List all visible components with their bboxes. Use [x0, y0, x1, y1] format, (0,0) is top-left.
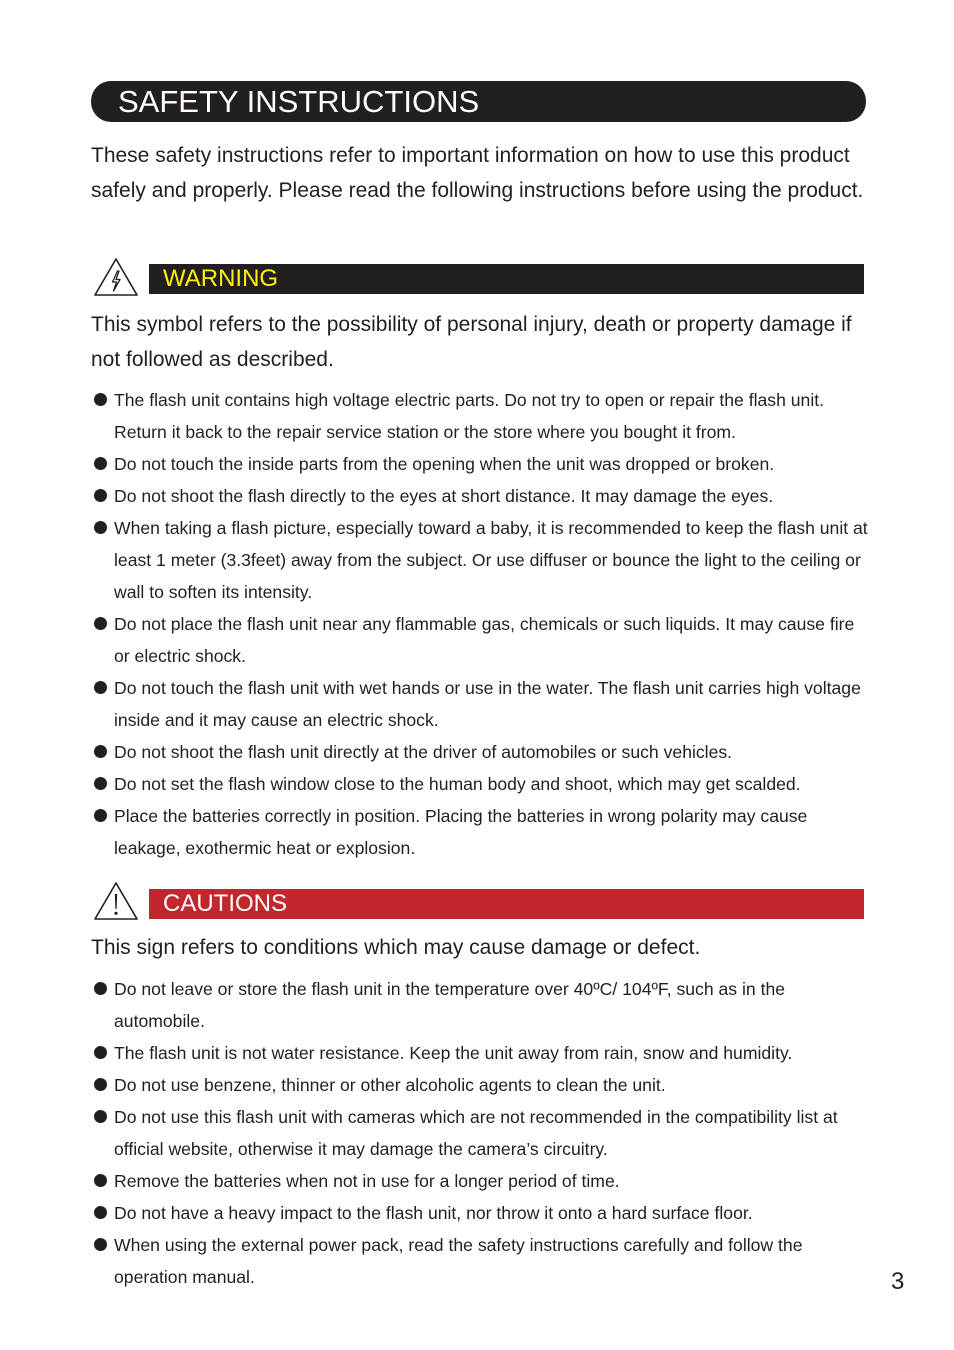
- warning-list-item-text: Do not shoot the flash unit directly at the driver of automobiles or such vehicles.: [114, 742, 733, 762]
- warning-list-item: [91, 672, 871, 736]
- cautions-list-item-text: Remove the batteries when not in use for a longer period of time.: [114, 1171, 620, 1191]
- bullet-icon: [94, 1046, 107, 1059]
- warning-list: [91, 384, 871, 864]
- warning-heading-text: WARNING: [163, 265, 279, 292]
- bullet-icon: [94, 1238, 107, 1251]
- cautions-list-item-text: Do not have a heavy impact to the flash unit, nor throw it onto a hard surface floor.: [114, 1203, 753, 1223]
- cautions-list-item: [91, 1165, 871, 1197]
- warning-list-item: [91, 768, 871, 800]
- warning-list-item-text: Do not shoot the flash directly to the eyes at short distance. It may damage the eyes.: [114, 486, 774, 506]
- warning-list-item-text: When taking a flash picture, especially toward a baby, it is recommended to keep the flash unit at least 1 meter (3.3feet) away from the subject. Or use diffuser or bounce the light to the ceiling or wall to soften its intensity.: [114, 518, 868, 602]
- cautions-list-item: [91, 1037, 871, 1069]
- cautions-list-item-text: Do not use benzene, thinner or other alcoholic agents to clean the unit.: [114, 1075, 666, 1095]
- high-voltage-warning-icon: [93, 257, 139, 297]
- bullet-icon: [94, 777, 107, 790]
- cautions-list-item-text: The flash unit is not water resistance. Keep the unit away from rain, snow and humidity.: [114, 1043, 793, 1063]
- warning-list-item: [91, 448, 871, 480]
- exclamation-warning-icon: [93, 881, 139, 921]
- cautions-list-item: [91, 1197, 871, 1229]
- warning-list-item: [91, 512, 871, 608]
- bullet-icon: [94, 457, 107, 470]
- warning-list-item: [91, 384, 871, 448]
- bullet-icon: [94, 393, 107, 406]
- warning-list-item: [91, 608, 871, 672]
- bullet-icon: [94, 982, 107, 995]
- warning-list-item-text: Place the batteries correctly in position. Placing the batteries in wrong polarity may cause leakage, exothermic heat or explosion.: [114, 806, 808, 858]
- warning-list-item-text: Do not touch the inside parts from the opening when the unit was dropped or broken.: [114, 454, 775, 474]
- bullet-icon: [94, 745, 107, 758]
- cautions-description: This sign refers to conditions which may cause damage or defect.: [91, 936, 701, 959]
- warning-list-item-text: The flash unit contains high voltage electric parts. Do not try to open or repair the flash unit. Return it back to the repair service station or the store where you bought it from.: [114, 390, 825, 442]
- page-number: 3: [891, 1268, 905, 1295]
- warning-list-item: [91, 800, 871, 864]
- warning-heading: [149, 264, 864, 294]
- bullet-icon: [94, 1206, 107, 1219]
- bullet-icon: [94, 1174, 107, 1187]
- warning-description: This symbol refers to the possibility of personal injury, death or property damage if not followed as described.: [91, 313, 852, 371]
- cautions-list-item: [91, 973, 871, 1037]
- cautions-list-item-text: Do not leave or store the flash unit in the temperature over 40ºC/ 104ºF, such as in the automobile.: [114, 979, 786, 1031]
- warning-list-item-text: Do not set the flash window close to the human body and shoot, which may get scalded.: [114, 774, 801, 794]
- page-title: [91, 81, 866, 122]
- warning-list-item: [91, 480, 871, 512]
- bullet-icon: [94, 809, 107, 822]
- bullet-icon: [94, 489, 107, 502]
- cautions-heading-text: CAUTIONS: [163, 890, 288, 917]
- page-title-text: SAFETY INSTRUCTIONS: [118, 84, 480, 119]
- cautions-list-item: [91, 1229, 871, 1293]
- cautions-list-item: [91, 1101, 871, 1165]
- intro-paragraph: These safety instructions refer to important information on how to use this product safely and properly. Please read the following instructions before using the product.: [91, 144, 864, 202]
- cautions-list: [91, 973, 871, 1293]
- bullet-icon: [94, 1110, 107, 1123]
- bullet-icon: [94, 1078, 107, 1091]
- warning-list-item-text: Do not touch the flash unit with wet hands or use in the water. The flash unit carries high voltage inside and it may cause an electric shock.: [114, 678, 861, 730]
- cautions-heading: [149, 889, 864, 919]
- warning-list-item-text: Do not place the flash unit near any flammable gas, chemicals or such liquids. It may cause fire or electric shock.: [114, 614, 855, 666]
- cautions-list-item-text: When using the external power pack, read the safety instructions carefully and follow the operation manual.: [114, 1235, 803, 1287]
- cautions-list-item: [91, 1069, 871, 1101]
- bullet-icon: [94, 681, 107, 694]
- bullet-icon: [94, 617, 107, 630]
- cautions-list-item-text: Do not use this flash unit with cameras which are not recommended in the compatibility list at official website, otherwise it may damage the camera’s circuitry.: [114, 1107, 838, 1159]
- bullet-icon: [94, 521, 107, 534]
- warning-list-item: [91, 736, 871, 768]
